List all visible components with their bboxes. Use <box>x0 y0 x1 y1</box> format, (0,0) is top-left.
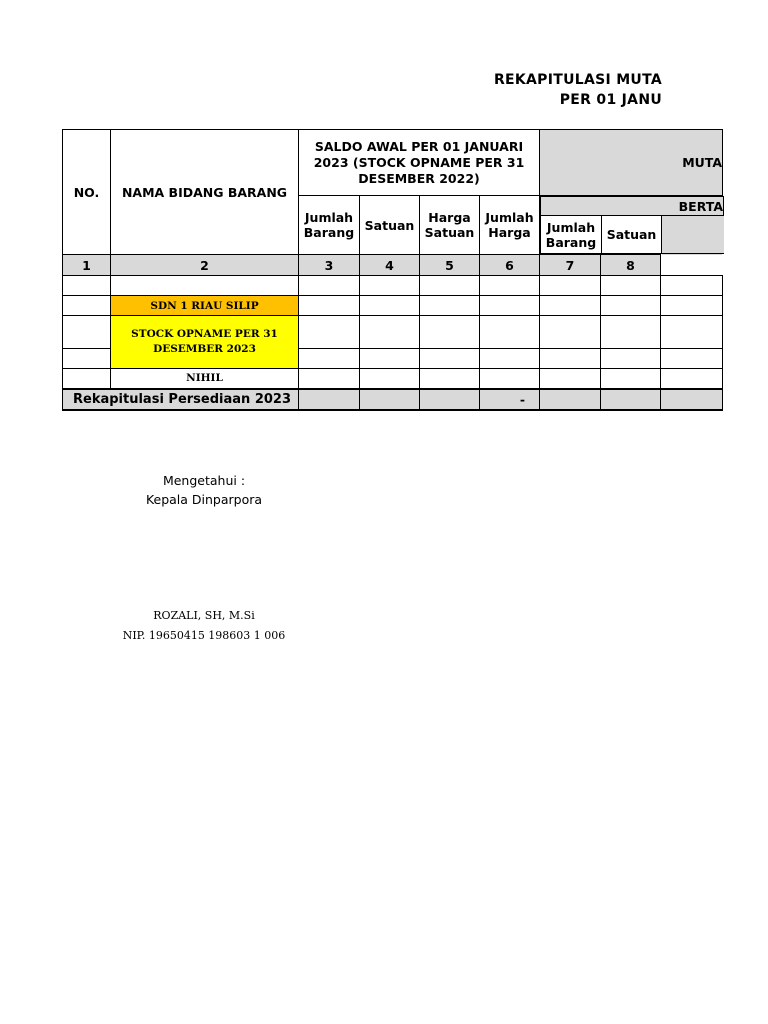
report-title <box>370 70 662 110</box>
signature-block-top <box>100 471 308 509</box>
header-nama-bidang-barang: NAMA BIDANG BARANG <box>111 130 299 255</box>
colnum-5: 5 <box>420 255 480 276</box>
header-saldo-awal: SALDO AWAL PER 01 JANUARI 2023 (STOCK OPNAME PER 31 DESEMBER 2022) <box>299 130 540 196</box>
header-harga-satuan: Harga Satuan <box>420 196 480 255</box>
colnum-3: 3 <box>299 255 360 276</box>
table-row <box>63 369 723 389</box>
mengetahui-label: Mengetahui : <box>162 473 246 488</box>
signatory-nip: NIP. 19650415 198603 1 006 <box>122 629 286 642</box>
report-title-line2: PER 01 JANU <box>559 92 662 108</box>
signatory-name: ROZALI, SH, M.Si <box>153 609 255 622</box>
header-no: NO. <box>63 130 111 255</box>
signature-block-bottom <box>100 606 308 646</box>
colnum-1: 1 <box>63 255 111 276</box>
header-jumlah-barang: Jumlah Barang <box>299 196 360 255</box>
table-row <box>63 316 723 349</box>
colnum-4: 4 <box>360 255 420 276</box>
report-title-line1: REKAPITULASI MUTA <box>493 72 662 88</box>
header-mutasi: MUTA <box>540 130 723 196</box>
colnum-8: 8 <box>601 255 661 276</box>
colnum-6: 6 <box>480 255 540 276</box>
total-label: Rekapitulasi Persediaan 2023 <box>63 389 299 410</box>
table-row <box>63 296 723 316</box>
header-satuan: Satuan <box>360 196 420 255</box>
jabatan-label: Kepala Dinparpora <box>145 492 263 507</box>
header-mutasi-jumlah-barang: Jumlah Barang <box>541 216 602 254</box>
mutasi-subheader <box>540 196 724 254</box>
stock-opname-cell: STOCK OPNAME PER 31 DESEMBER 2023 <box>111 316 299 369</box>
total-jumlah-harga: - <box>480 389 540 410</box>
recap-table-viewport <box>62 129 724 413</box>
colnum-2: 2 <box>111 255 299 276</box>
header-jumlah-harga: Jumlah Harga <box>480 196 540 255</box>
recap-table <box>62 129 723 411</box>
school-name-cell: SDN 1 RIAU SILIP <box>111 296 299 316</box>
table-row <box>63 276 723 296</box>
header-bertambah: BERTA <box>541 197 724 216</box>
total-row <box>63 389 723 410</box>
colnum-7: 7 <box>540 255 601 276</box>
nihil-cell: NIHIL <box>111 369 299 389</box>
header-mutasi-satuan: Satuan <box>602 216 662 254</box>
